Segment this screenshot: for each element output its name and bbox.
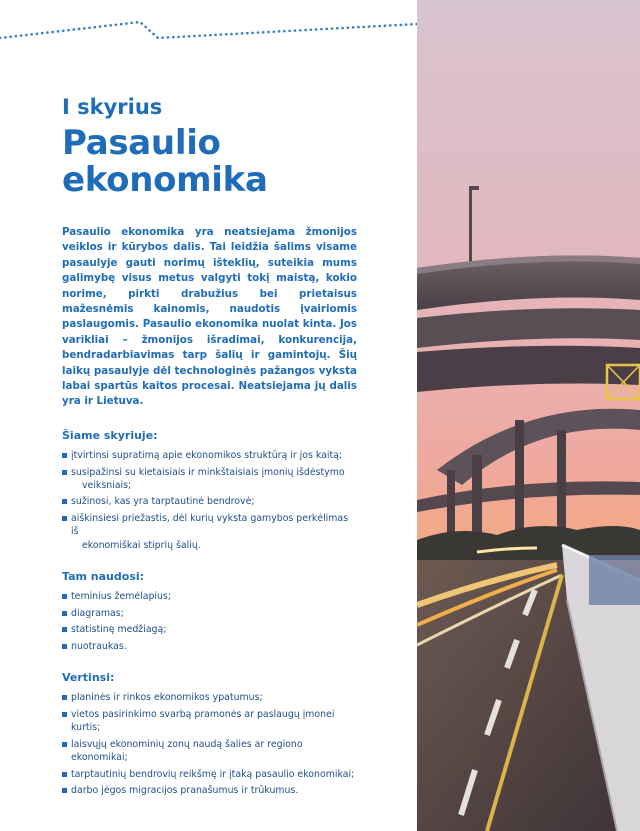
list-item-text: įtvirtinsi supratimą apie ekonomikos struktūrą ir jos kaitą; xyxy=(71,449,343,461)
intro-paragraph: Pasaulio ekonomika yra neatsiejama žmonijos veiklos ir kūrybos dalis. Tai leidžia šalims visame pasaulyje gauti norimų išteklių, suteikia mums galimybę visus metus valgyti tokį maistą, kokio norime, pirkti drabužius bei prietaisus mažesnėmis kainomis, naudotis įvairiomis paslaugomis. Pasaulio ekonomika nuolat kinta. Jos varikliai – žmonijos išradimai, konkurencija, bendradarbiavimas tarp šalių ir gamintojų. Šių laikų pasaulyje dėl technologinės pažangos vyksta labai spartūs kaitos procesai. Neatsiejama jų dalis yra ir Lietuva. xyxy=(62,226,357,408)
list-item xyxy=(62,623,357,636)
bullet-list xyxy=(62,691,357,797)
list-item-text: darbo jėgos migracijos pranašumus ir trūkumus. xyxy=(71,785,299,797)
list-item xyxy=(62,738,357,764)
list-item-text: teminius žemėlapius; xyxy=(71,590,172,602)
list-item-continuation: ekonomiškai stiprių šalių. xyxy=(82,539,201,551)
bullet-list xyxy=(62,590,357,653)
section-heading: Tam naudosi: xyxy=(62,569,145,583)
section-in-chapter xyxy=(62,429,357,552)
list-item xyxy=(62,708,357,734)
list-item-text: sužinosi, kas yra tarptautinė bendrovė; xyxy=(71,496,255,508)
list-item xyxy=(62,466,357,492)
text-column xyxy=(62,95,357,816)
section-tools xyxy=(62,570,357,653)
list-item-text: laisvųjų ekonominių zonų naudą šalies ar regiono ekonomikai; xyxy=(71,738,303,763)
chapter-label: I skyrius xyxy=(62,95,163,119)
list-item xyxy=(62,449,357,462)
list-item xyxy=(62,640,357,653)
list-item xyxy=(62,607,357,620)
list-item-text: vietos pasirinkimo svarbą pramonės ar paslaugų įmonei kurtis; xyxy=(71,708,335,734)
list-item-text: nuotraukas. xyxy=(71,640,127,652)
section-heading: Šiame skyriuje: xyxy=(62,428,158,442)
list-item-continuation: veiksniais; xyxy=(82,479,132,491)
section-evaluate xyxy=(62,671,357,797)
list-item xyxy=(62,691,357,704)
list-item xyxy=(62,768,357,781)
section-heading: Vertinsi: xyxy=(62,671,115,685)
list-item-text: aiškinsiesi priežastis, dėl kurių vyksta gamybos perkėlimas iš xyxy=(71,513,349,538)
bullet-list xyxy=(62,449,357,552)
list-item xyxy=(62,784,357,797)
list-item-text: planinės ir rinkos ekonomikos ypatumus; xyxy=(71,692,263,704)
list-item xyxy=(62,495,357,508)
list-item-text: diagramas; xyxy=(71,607,124,619)
list-item xyxy=(62,590,357,603)
list-item-text: statistinę medžiagą; xyxy=(71,624,167,636)
list-item-text: susipažinsi su kietaisiais ir minkštaisiais įmonių išdėstymo xyxy=(71,466,345,478)
title-line-1: Pasaulio xyxy=(62,123,221,163)
page-title xyxy=(62,125,357,199)
list-item-text: tarptautinių bendrovių reikšmę ir įtaką pasaulio ekonomikai; xyxy=(71,768,355,780)
highway-photo xyxy=(417,0,640,831)
title-line-2: ekonomika xyxy=(62,160,268,200)
list-item xyxy=(62,512,357,552)
